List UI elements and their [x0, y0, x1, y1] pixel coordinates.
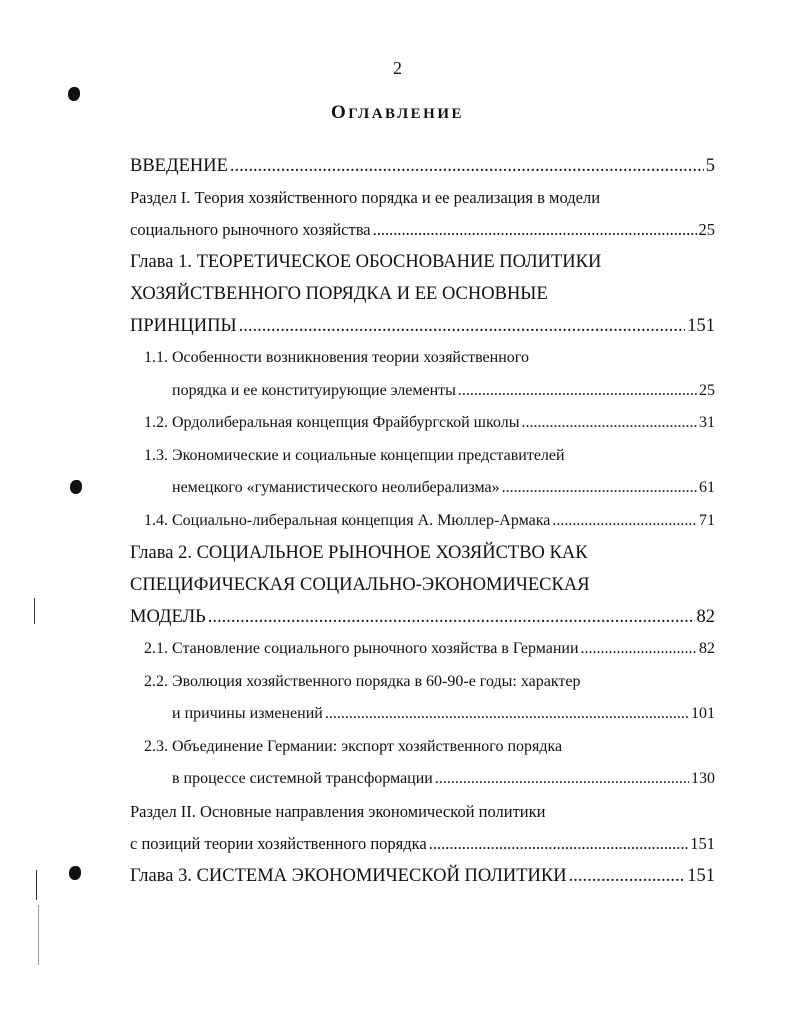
toc-entry-page: 82 [699, 640, 715, 657]
toc-entry[interactable] [130, 698, 715, 731]
toc-entry-page: 5 [705, 156, 715, 176]
toc-entry[interactable] [130, 505, 715, 538]
toc-entry[interactable] [130, 860, 715, 892]
leader-dots [435, 763, 689, 796]
toc-entry[interactable] [130, 407, 715, 440]
toc-entry-text: 1.3. Экономические и социальные концепции представителей [144, 446, 565, 464]
toc-entry-page: 31 [699, 414, 715, 431]
toc-entry-page: 61 [699, 479, 715, 496]
margin-line [34, 598, 35, 624]
toc-entry[interactable] [130, 150, 715, 182]
leader-dots [325, 698, 689, 731]
toc-entry-text: ПРИНЦИПЫ [130, 316, 237, 336]
toc-entry [130, 182, 715, 214]
toc-entry [130, 440, 715, 473]
toc-entry-text: СПЕЦИФИЧЕСКАЯ СОЦИАЛЬНО-ЭКОНОМИЧЕСКАЯ [130, 575, 590, 595]
toc-entry-text: Глава 1. ТЕОРЕТИЧЕСКОЕ ОБОСНОВАНИЕ ПОЛИТИКИ [130, 252, 602, 272]
leader-dots [552, 505, 697, 538]
toc-entry-text: ХОЗЯЙСТВЕННОГО ПОРЯДКА И ЕЕ ОСНОВНЫЕ [130, 284, 548, 304]
toc-entry-text: 2.3. Объединение Германии: экспорт хозяйственного порядка [144, 737, 563, 755]
toc-entry-text: и причины изменений [172, 705, 323, 722]
toc-entry-text: с позиций теории хозяйственного порядка [130, 833, 427, 853]
toc-entry[interactable] [130, 214, 715, 246]
toc-entry-text: 2.1. Становление социального рыночного хозяйства в Германии [144, 640, 579, 657]
toc-entry [130, 569, 715, 601]
leader-dots [458, 375, 697, 408]
toc-entry-page: 151 [690, 833, 715, 853]
binder-hole-mark [68, 87, 80, 101]
toc-entry[interactable] [130, 828, 715, 860]
toc-entry[interactable] [130, 310, 715, 342]
toc-entry [130, 537, 715, 569]
table-of-contents [130, 150, 715, 892]
toc-entry [130, 342, 715, 375]
leader-dots [208, 601, 695, 633]
leader-dots [581, 633, 697, 666]
toc-entry-text: Глава 3. СИСТЕМА ЭКОНОМИЧЕСКОЙ ПОЛИТИКИ [130, 865, 567, 886]
page-number: 2 [393, 58, 402, 78]
toc-entry-text: немецкого «гуманистического неолиберализма» [172, 479, 500, 496]
margin-line [38, 905, 39, 965]
toc-entry-text: Глава 2. СОЦИАЛЬНОЕ РЫНОЧНОЕ ХОЗЯЙСТВО КАК [130, 543, 588, 563]
toc-entry [130, 246, 715, 278]
binder-hole-mark [70, 480, 82, 494]
toc-entry-page: 25 [698, 220, 715, 239]
binder-hole-mark [69, 866, 81, 880]
toc-entry-text: Раздел I. Теория хозяйственного порядка и ее реализация в модели [130, 188, 601, 207]
title-text: ОГЛАВЛЕНИЕ [330, 102, 465, 123]
toc-entry-text: ВВЕДЕНИЕ [130, 156, 228, 176]
toc-entry-text: МОДЕЛЬ [130, 607, 206, 627]
toc-entry-page: 71 [699, 511, 715, 529]
toc-entry-text: в процессе системной трансформации [172, 770, 433, 787]
toc-entry[interactable] [130, 472, 715, 505]
leader-dots [239, 310, 686, 342]
toc-entry[interactable] [130, 763, 715, 796]
toc-entry [130, 278, 715, 310]
page-title [0, 102, 795, 124]
toc-entry-page: 25 [699, 381, 715, 399]
toc-entry-text: порядка и ее конституирующие элементы [172, 381, 456, 399]
toc-entry-text: социального рыночного хозяйства [130, 220, 371, 239]
toc-entry-text: 1.1. Особенности возникновения теории хозяйственного [144, 349, 529, 366]
toc-entry-page: 151 [687, 316, 715, 336]
toc-entry [130, 731, 715, 764]
leader-dots [373, 214, 697, 246]
toc-entry-text: 2.2. Эволюция хозяйственного порядка в 60-90-е годы: характер [144, 672, 581, 690]
toc-entry-text: 1.4. Социально-либеральная концепция А. Мюллер-Армака [144, 511, 551, 529]
margin-line [36, 870, 37, 900]
toc-entry [130, 666, 715, 699]
toc-entry-page: 151 [687, 865, 715, 886]
leader-dots [429, 828, 689, 860]
leader-dots [569, 860, 686, 892]
toc-entry-page: 101 [691, 705, 715, 722]
leader-dots [502, 472, 697, 505]
toc-entry[interactable] [130, 633, 715, 666]
leader-dots [230, 150, 704, 182]
toc-entry [130, 796, 715, 828]
toc-entry-text: Раздел II. Основные направления экономической политики [130, 801, 546, 821]
toc-entry-page: 82 [696, 607, 715, 627]
toc-entry-page: 130 [691, 770, 715, 787]
toc-entry[interactable] [130, 375, 715, 408]
toc-entry-text: 1.2. Ордолиберальная концепция Фрайбургской школы [144, 414, 520, 431]
leader-dots [521, 407, 697, 440]
toc-entry[interactable] [130, 601, 715, 633]
